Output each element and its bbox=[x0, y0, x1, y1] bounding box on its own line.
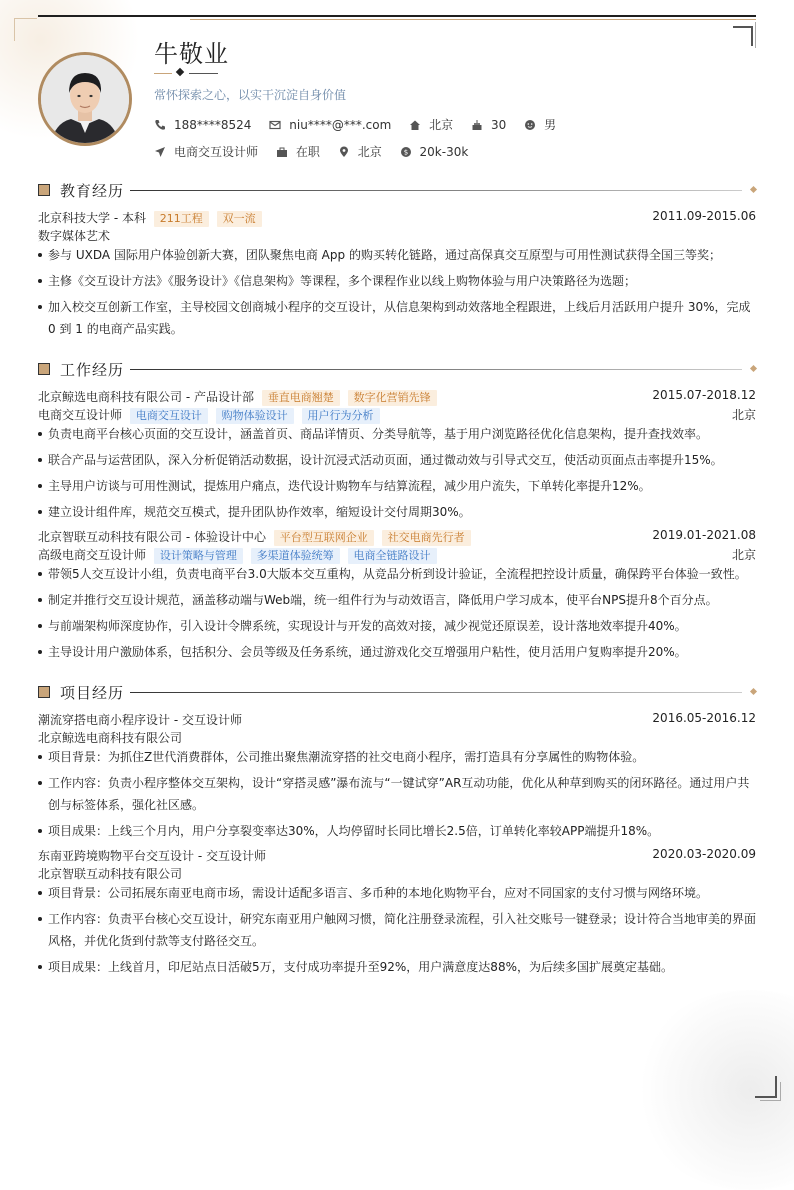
age-text: 30 bbox=[490, 117, 507, 132]
major: 数字媒体艺术 bbox=[38, 229, 111, 243]
person-face-icon bbox=[524, 119, 536, 131]
money-icon bbox=[400, 146, 412, 158]
project-header-row bbox=[38, 711, 756, 728]
education-title: 教育经历 bbox=[60, 182, 125, 200]
corner-bracket bbox=[755, 1076, 777, 1098]
top-rule-accent bbox=[190, 19, 756, 20]
list-item: 负责电商平台核心页面的交互设计，涵盖首页、商品详情页、分类导航等，基于用户浏览路径优化信息架构，提升查找效率。 bbox=[38, 423, 756, 445]
company-tag: 垂直电商翘楚 bbox=[262, 390, 340, 406]
list-item: 参与 UXDA 国际用户体验创新大赛，团队聚焦电商 App 的购买转化链路，通过高保真交互原型与可用性测试获得全国三等奖； bbox=[38, 244, 756, 266]
project-company: 北京智联互动科技有限公司 bbox=[38, 867, 183, 881]
motto: 常怀探索之心，以实干沉淀自身价值 bbox=[154, 88, 347, 102]
section-square-icon bbox=[38, 184, 50, 196]
list-item: 项目成果：上线首月，印尼站点日活破5万，支付成功率提升至92%，用户满意度达88%，为后续多国扩展奠定基础。 bbox=[38, 956, 756, 978]
job-intent-row bbox=[154, 143, 482, 161]
salary-text: 20k-30k bbox=[419, 144, 469, 159]
major-row bbox=[38, 227, 756, 244]
mail-icon bbox=[269, 119, 281, 131]
project-date: 2016.05-2016.12 bbox=[652, 711, 756, 725]
list-item: 项目成果：上线三个月内，用户分享裂变率达30%，人均停留时长同比增长2.5倍，订单转化率较APP端提升18%。 bbox=[38, 820, 756, 842]
phone-text: 188****8524 bbox=[174, 117, 252, 132]
education-header-row bbox=[38, 209, 756, 227]
work-title: 工作经历 bbox=[60, 361, 125, 379]
list-item: 带领5人交互设计小组，负责电商平台3.0大版本交互重构，从竞品分析到设计验证，全流程把控设计质量，确保跨平台体验一致性。 bbox=[38, 563, 756, 585]
corner-bracket bbox=[14, 18, 37, 41]
target-position-text: 电商交互设计师 bbox=[174, 145, 259, 159]
email-item bbox=[269, 118, 391, 132]
job-company-row bbox=[38, 528, 756, 546]
name-ornament bbox=[154, 67, 218, 79]
role-tag: 设计策略与管理 bbox=[154, 548, 243, 564]
role-tag: 电商交互设计 bbox=[130, 408, 208, 424]
company-tag: 平台型互联网企业 bbox=[274, 530, 374, 546]
list-item: 联合产品与运营团队，深入分析促销活动数据，设计沉浸式活动页面，通过微动效与引导式交互，使活动页面点击率提升15%。 bbox=[38, 449, 756, 471]
contact-row bbox=[154, 116, 570, 134]
projects-section-header bbox=[38, 684, 756, 700]
education-section-header bbox=[38, 182, 756, 198]
list-item: 与前端架构师深度协作，引入设计令牌系统，实现设计与开发的高效对接，减少视觉还原误差，设计落地效率提升40%。 bbox=[38, 615, 756, 637]
project-name: 东南亚跨境购物平台交互设计 - 交互设计师 bbox=[38, 849, 266, 863]
project-date: 2020.03-2020.09 bbox=[652, 847, 756, 861]
list-item: 主修《交互设计方法》《服务设计》《信息架构》等课程，多个课程作业以线上购物体验与用户决策路径为选题； bbox=[38, 270, 756, 292]
company-tag: 社交电商先行者 bbox=[382, 530, 471, 546]
job-date: 2019.01-2021.08 bbox=[652, 528, 756, 542]
project-company-row bbox=[38, 865, 756, 882]
work-section-header bbox=[38, 361, 756, 377]
project-name: 潮流穿搭电商小程序设计 - 交互设计师 bbox=[38, 713, 242, 727]
send-icon bbox=[154, 146, 166, 158]
list-item: 主导用户访谈与可用性测试，提炼用户痛点，迭代设计购物车与结算流程，减少用户流失，下单转化率提升12%。 bbox=[38, 475, 756, 497]
cake-icon bbox=[471, 119, 483, 131]
location-text: 北京 bbox=[429, 118, 454, 132]
target-position-item bbox=[154, 143, 258, 160]
company-tag: 数字化营销先锋 bbox=[348, 390, 437, 406]
salary-item bbox=[400, 145, 469, 159]
status-text: 在职 bbox=[295, 145, 320, 159]
gender-item bbox=[524, 116, 556, 133]
home-icon bbox=[409, 119, 421, 131]
job-company-row bbox=[38, 388, 756, 406]
target-city-item bbox=[338, 143, 382, 160]
candidate-name: 牛敬业 bbox=[154, 40, 229, 68]
avatar bbox=[38, 52, 132, 146]
job-city: 北京 bbox=[731, 548, 756, 562]
age-item bbox=[471, 118, 506, 132]
phone-icon bbox=[154, 119, 166, 131]
project-company-row bbox=[38, 729, 756, 746]
list-item: 项目背景：为抓住Z世代消费群体，公司推出聚焦潮流穿搭的社交电商小程序，需打造具有分享属性的购物体验。 bbox=[38, 746, 756, 768]
role-tag: 多渠道体验统筹 bbox=[251, 548, 340, 564]
role-tag: 用户行为分析 bbox=[302, 408, 380, 424]
gender-text: 男 bbox=[544, 118, 557, 132]
job-role: 电商交互设计师 bbox=[38, 408, 123, 422]
list-item: 项目背景：公司拓展东南亚电商市场，需设计适配多语言、多币种的本地化购物平台，应对不同国家的支付习惯与网络环境。 bbox=[38, 882, 756, 904]
job-date: 2015.07-2018.12 bbox=[652, 388, 756, 402]
job-role-row bbox=[38, 406, 756, 424]
job-city: 北京 bbox=[731, 408, 756, 422]
section-square-icon bbox=[38, 686, 50, 698]
list-item: 加入校交互创新工作室，主导校园文创商城小程序的交互设计，从信息架构到动效落地全程跟进，上线后月活跃用户提升 30%，完成 0 到 1 的电商产品实践。 bbox=[38, 296, 756, 340]
map-pin-icon bbox=[338, 146, 350, 158]
school-name: 北京科技大学 - 本科 bbox=[38, 211, 146, 225]
top-rule bbox=[38, 15, 756, 17]
email-text: niu****@***.com bbox=[289, 117, 392, 132]
list-item: 建立设计组件库，规范交互模式，提升团队协作效率，缩短设计交付周期30%。 bbox=[38, 501, 756, 523]
role-tag: 电商全链路设计 bbox=[348, 548, 437, 564]
briefcase-icon bbox=[276, 146, 288, 158]
corner-bracket bbox=[733, 26, 753, 46]
projects-title: 项目经历 bbox=[60, 684, 125, 702]
education-date: 2011.09-2015.06 bbox=[652, 209, 756, 223]
list-item: 制定并推行交互设计规范，涵盖移动端与Web端，统一组件行为与动效语言，降低用户学习成本，使平台NPS提升8个百分点。 bbox=[38, 589, 756, 611]
location-item bbox=[409, 116, 453, 133]
status-item bbox=[276, 143, 320, 160]
role-tag: 购物体验设计 bbox=[216, 408, 294, 424]
svg-text:$: $ bbox=[403, 148, 408, 157]
job-role: 高级电商交互设计师 bbox=[38, 548, 147, 562]
list-item: 工作内容：负责平台核心交互设计，研究东南亚用户触网习惯，简化注册登录流程，引入社交账号一键登录；设计符合当地审美的界面风格，并优化货到付款等支付路径交互。 bbox=[38, 908, 756, 952]
school-tag: 双一流 bbox=[217, 211, 262, 227]
project-header-row bbox=[38, 847, 756, 864]
company-name: 北京鲸选电商科技有限公司 - 产品设计部 bbox=[38, 390, 254, 404]
company-name: 北京智联互动科技有限公司 - 体验设计中心 bbox=[38, 530, 266, 544]
job-role-row bbox=[38, 546, 756, 564]
section-square-icon bbox=[38, 363, 50, 375]
school-tag: 211工程 bbox=[154, 211, 209, 227]
list-item: 工作内容：负责小程序整体交互架构，设计“穿搭灵感”瀑布流与“一键试穿”AR互动功能，优化从种草到购买的闭环路径。通过用户共创与标签体系，强化社区感。 bbox=[38, 772, 756, 816]
project-company: 北京鲸选电商科技有限公司 bbox=[38, 731, 183, 745]
target-city-text: 北京 bbox=[357, 145, 382, 159]
phone-item bbox=[154, 118, 251, 132]
list-item: 主导设计用户激励体系，包括积分、会员等级及任务系统，通过游戏化交互增强用户粘性，使月活用户复购率提升20%。 bbox=[38, 641, 756, 663]
